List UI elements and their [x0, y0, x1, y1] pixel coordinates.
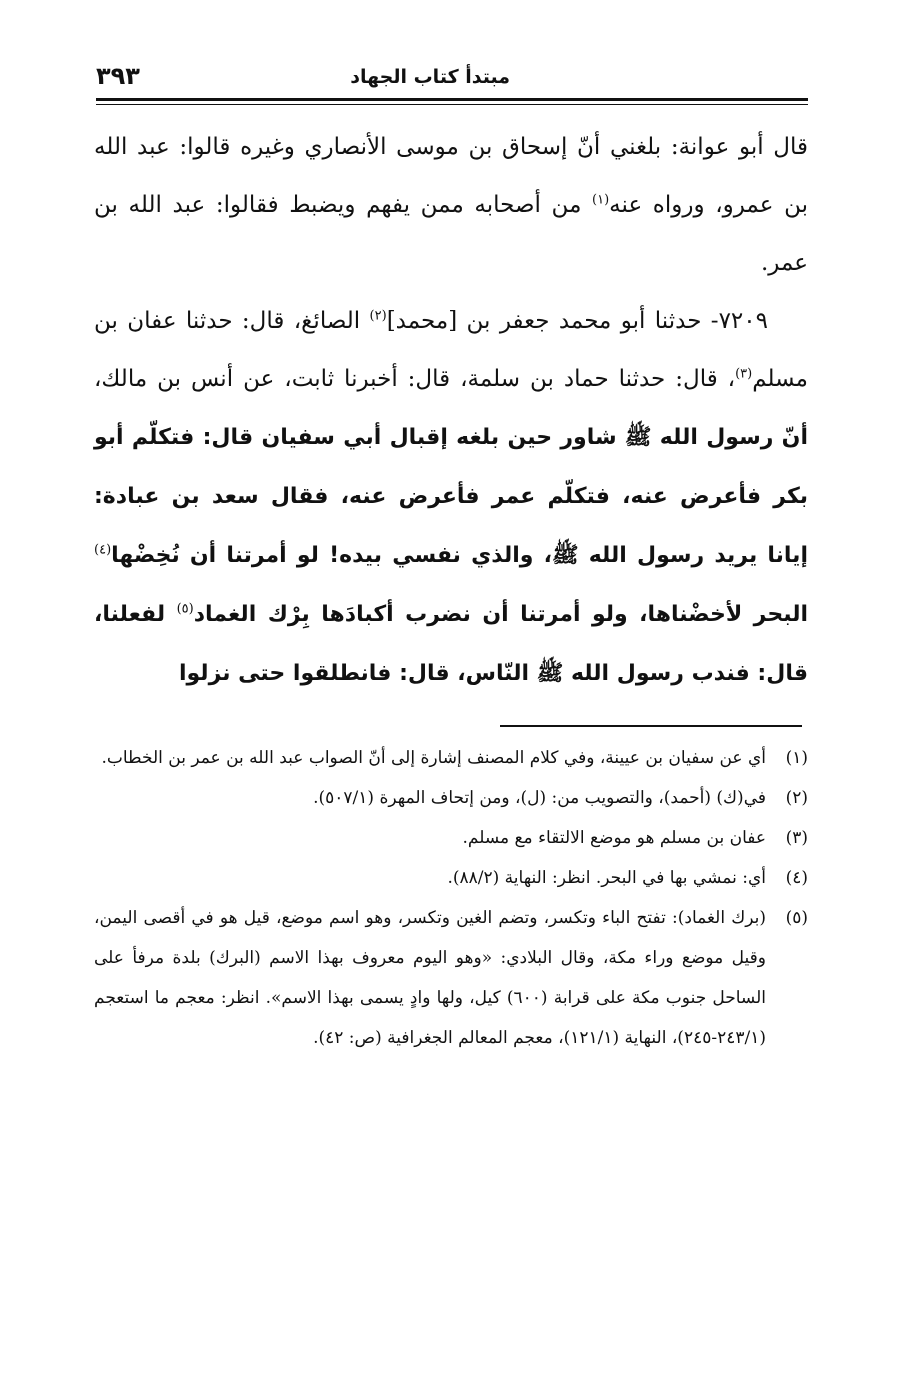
footnote-ref-1: (١) [592, 192, 610, 208]
footnote-separator [500, 725, 802, 727]
paragraph-1: قال أبو عوانة: بلغني أنّ إسحاق بن موسى الأنصاري وغيره قالوا: عبد الله بن عمرو، ورواه عنه$^{(١)}$ من أصحابه ممن يفهم ويضبط فقالوا: عبد الله بن عمر. [94, 134, 808, 276]
page-number: ٣٩٣ [96, 62, 140, 90]
footnote-3: (٣) عفان بن مسلم هو موضع الالتقاء مع مسلم. [462, 828, 808, 848]
footnote-ref-4: (٤) [94, 542, 112, 558]
footnotes [94, 738, 808, 1058]
header-rule-thin [96, 104, 808, 105]
footnote-1: (١) أي عن سفيان بن عيينة، وفي كلام المصنف إشارة إلى أنّ الصواب عبد الله بن عمر بن الخطاب. [101, 748, 808, 768]
page-header [96, 60, 810, 100]
footnote-2: (٢) في(ك) (أحمد)، والتصويب من: (ل)، ومن إتحاف المهرة (٥٠٧/١). [313, 788, 808, 808]
hadith-matn-end: لفعلنا، قال: فندب رسول الله ﷺ النّاس، قال: فانطلقوا حتى نزلوا [94, 602, 808, 686]
header-rule-thick [96, 98, 808, 101]
footnote-4: (٤) أي: نمشي بها في البحر. انظر: النهاية (٨٨/٢). [447, 868, 808, 888]
footnote-ref-5: (٥) [176, 601, 194, 617]
footnote-5: (٥) (برك الغماد): تفتح الباء وتكسر، وتضم الغين وتكسر، وهو اسم موضع، قيل هو في أقصى اليمن، وقيل موضع وراء مكة، وقال البلادي: «وهو اليوم معروف بهذا الاسم (البرك) بلدة مرفأ على الساحل جنوب مكة على قرابة (٦٠٠) كيل، ولها وادٍ يسمى بهذا الاسم». انظر: معجم ما استعجم (٢٤٣/١-٢٤٥)، النهاية (١٢١/١)، معجم المعالم الجغرافية (ص: ٤٢). [94, 908, 808, 1048]
footnote-ref-3: (٣) [735, 366, 753, 382]
footnote-ref-2: (٢) [369, 308, 387, 324]
main-text [94, 118, 808, 703]
hadith-matn: أنّ رسول الله ﷺ شاور حين بلغه إقبال أبي سفيان قال: فتكلّم أبو بكر فأعرض عنه، فتكلّم عمر فأعرض عنه، فقال سعد بن عبادة: إيانا يريد رسول الله ﷺ، والذي نفسي بيده! لو أمرتنا أن نُخِضْها [94, 425, 808, 568]
hadith-matn-cont: البحر لأخضْناها، ولو أمرتنا أن نضرب أكبادَها بِرْك الغماد [193, 602, 808, 627]
paragraph-hadith-7209: ٧٢٠٩- حدثنا أبو محمد جعفر بن [محمد]$^{(٢)}$ الصائغ، قال: حدثنا عفان بن مسلم$^{(٣)}$، قال: حدثنا حماد بن سلمة، قال: أخبرنا ثابت، عن أنس بن مالك، أنّ رسول الله ﷺ شاور حين بلغه إقبال أبي سفيان قال: فتكلّم أبو بكر فأعرض عنه، فتكلّم عمر فأعرض عنه، فقال سعد بن عبادة: إيانا يريد رسول الله ﷺ، والذي نفسي بيده! لو أمرتنا أن نُخِضْها$^{(٤)}$ البحر لأخضْناها، ولو أمرتنا أن نضرب أكبادَها بِرْك الغماد$^{(٥)}$ لفعلنا، قال: فندب رسول الله ﷺ النّاس، قال: فانطلقوا حتى نزلوا [94, 308, 808, 686]
chapter-title: مبتدأ كتاب الجهاد [350, 66, 510, 88]
